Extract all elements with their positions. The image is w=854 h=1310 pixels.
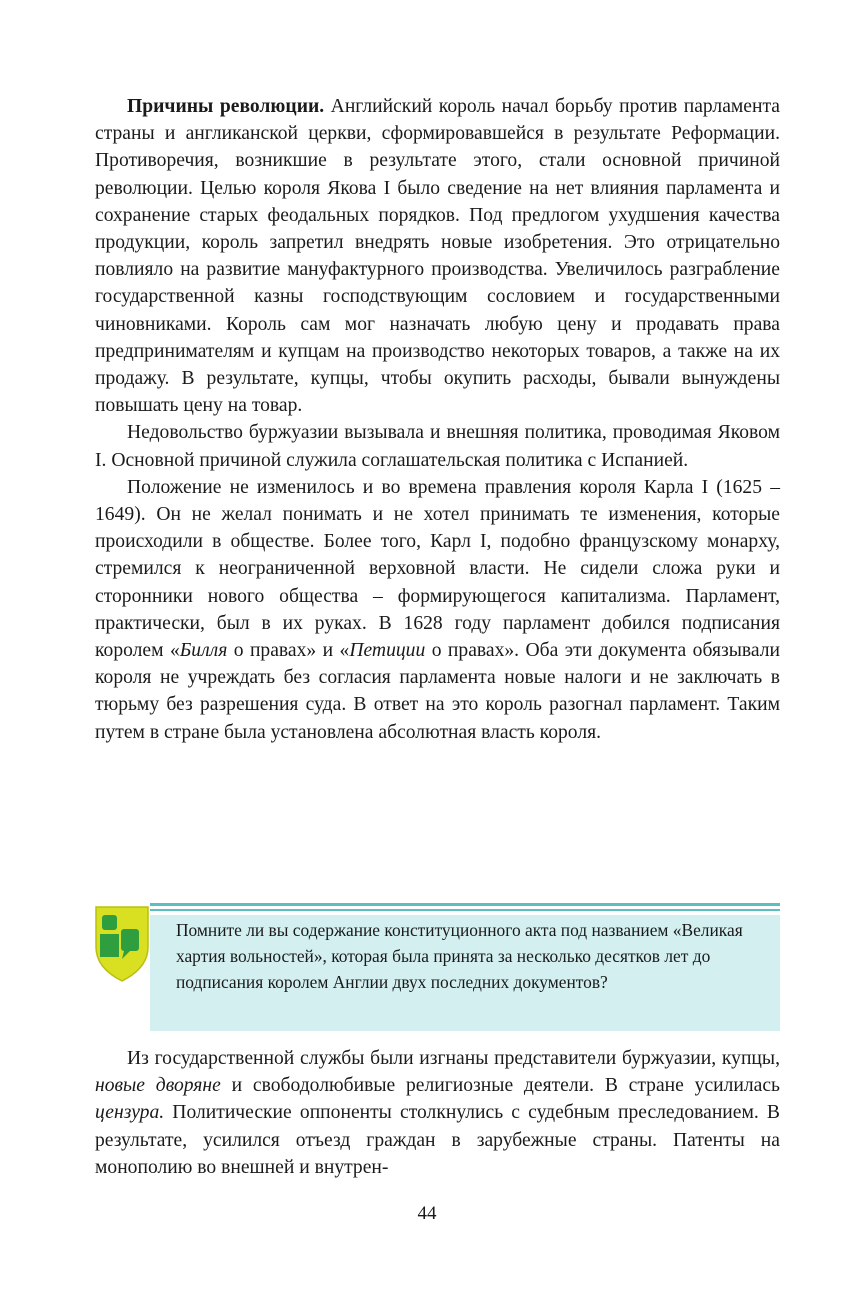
main-text-bottom bbox=[95, 1045, 780, 1181]
term-bill: Билля bbox=[179, 640, 228, 662]
paragraph-causes-body: Английский король начал борьбу против парламента страны и англиканской церкви, сформировавшейся в результате Реформации. Противоречия, возникшие в результате этого, стали основной причиной революции. Целью короля Якова I было сведение на нет влияния парламента и сохранение старых феодальных порядков. Под предлогом ухудшения качества продукции, король запретил внедрять новые изобретения. Это отрицательно повлияло на развитие мануфактурного производства. Увеличилось разграбление государственной казны господствующим сословием и государственными чиновниками. Король сам мог назначать любую цену и продавать права предпринимателям и купцам на производство некоторых товаров, а также на их продажу. В результате, купцы, чтобы окупить расходы, бывали вынуждены повышать цену на товар. bbox=[95, 96, 780, 417]
main-text-top bbox=[95, 93, 780, 746]
question-callout bbox=[92, 903, 780, 1031]
paragraph-charles-part2: о правах» и « bbox=[227, 640, 350, 662]
term-new-nobles: новые дворяне bbox=[95, 1075, 221, 1097]
page-number: 44 bbox=[417, 1203, 437, 1224]
callout-top-line bbox=[150, 903, 780, 906]
question-person-icon bbox=[92, 903, 152, 983]
term-petition: Петиции bbox=[349, 640, 426, 662]
paragraph-expulsion bbox=[95, 1045, 780, 1181]
paragraph-charles bbox=[95, 474, 780, 746]
paragraph-bourgeoisie: Недовольство буржуазии вызывала и внешняя политика, проводимая Яковом I. Основной причиной служила соглашательская политика с Испанией. bbox=[95, 422, 780, 471]
paragraph-charles-part1: Положение не изменилось и во времена правления короля Карла I (1625 – 1649). Он не желал понимать и не хотел принимать те изменения, которые происходили в обществе. Более того, Карл I, подобно французскому монарху, стремился к неограниченной верховной власти. Не сидели сложа руки и сторонники нового общества – формирующегося капитализма. Парламент, практически, был в их руках. В 1628 году парламент добился подписания королем « bbox=[95, 476, 780, 662]
paragraph-expulsion-part2: и свободолюбивые религиозные деятели. В стране усилилась bbox=[220, 1075, 780, 1097]
term-censorship: цензура. bbox=[95, 1102, 165, 1124]
paragraph-expulsion-part1: Из государственной службы были изгнаны представители буржуазии, купцы, bbox=[127, 1048, 780, 1069]
section-heading: Причины революции. bbox=[127, 96, 325, 117]
callout-question-text: Помните ли вы содержание конституционного акта под названием «Великая хартия вольностей», которая была принята за несколько десятков лет до подписания королем Англии двух последних документов? bbox=[176, 920, 743, 992]
paragraph-causes bbox=[95, 93, 780, 419]
callout-second-line bbox=[150, 909, 780, 911]
paragraph-expulsion-part3: Политические оппоненты столкнулись с судебным преследованием. В результате, усилился отъезд граждан в зарубежные страны. Патенты на монополию во внешней и внутрен- bbox=[95, 1102, 780, 1178]
paragraph-charles-part3: о правах». Оба эти документа обязывали короля не учреждать без согласия парламента новые налоги и не заключать в тюрьму без разрешения суда. В ответ на это король разогнал парламент. Таким путем в стране была установлена абсолютная власть короля. bbox=[95, 640, 780, 743]
